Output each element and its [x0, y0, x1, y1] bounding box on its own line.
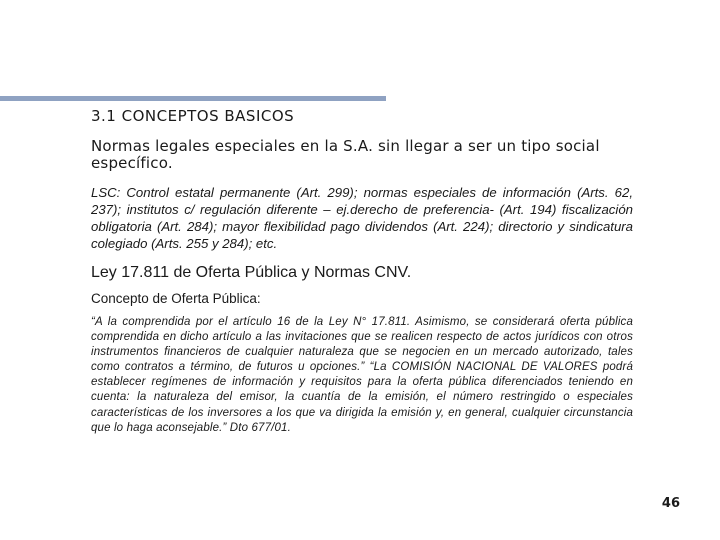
section-heading: 3.1 CONCEPTOS BASICOS — [91, 107, 295, 125]
ley-title: Ley 17.811 de Oferta Pública y Normas CNV. — [91, 264, 412, 281]
oferta-publica-quote: “A la comprendida por el artículo 16 de la Ley N° 17.811. Asimismo, se considerará oferta pública comprendida en dicho artículo a las invitaciones que se realicen respecto de actos jurídicos con otros instrumentos financieros de cualquier naturaleza que se negocien en un mercado autorizado, tales como contratos a término, de futuros u opciones.” “La COMISIÓN NACIONAL DE VALORES podrá establecer regímenes de información y requisitos para la oferta pública diferenciados teniendo en cuenta: la naturaleza del emisor, la cuantía de la emisión, el número restringido o especiales características de los inversores a los que va dirigida la emisión y, en general, cualquier circunstancia que lo haga aconsejable.” Dto 677/01. — [91, 316, 633, 434]
lsc-paragraph: LSC: Control estatal permanente (Art. 299); normas especiales de información (Arts. 62, 237); institutos c/ regulación diferente – ej.derecho de preferencia- (Art. 194) fiscalización obligatoria (Art. 284); mayor flexibilidad pago dividendos (Art. 224); directorio y sindicatura colegiado (Arts. 255 y 284); etc. — [91, 185, 633, 251]
header-accent-rule — [0, 96, 386, 101]
slide-content — [91, 106, 633, 436]
section-subtitle: Normas legales especiales en la S.A. sin llegar a ser un tipo social específico. — [91, 137, 600, 172]
concepto-title: Concepto de Oferta Pública: — [91, 291, 261, 306]
page-number: 46 — [661, 496, 680, 511]
